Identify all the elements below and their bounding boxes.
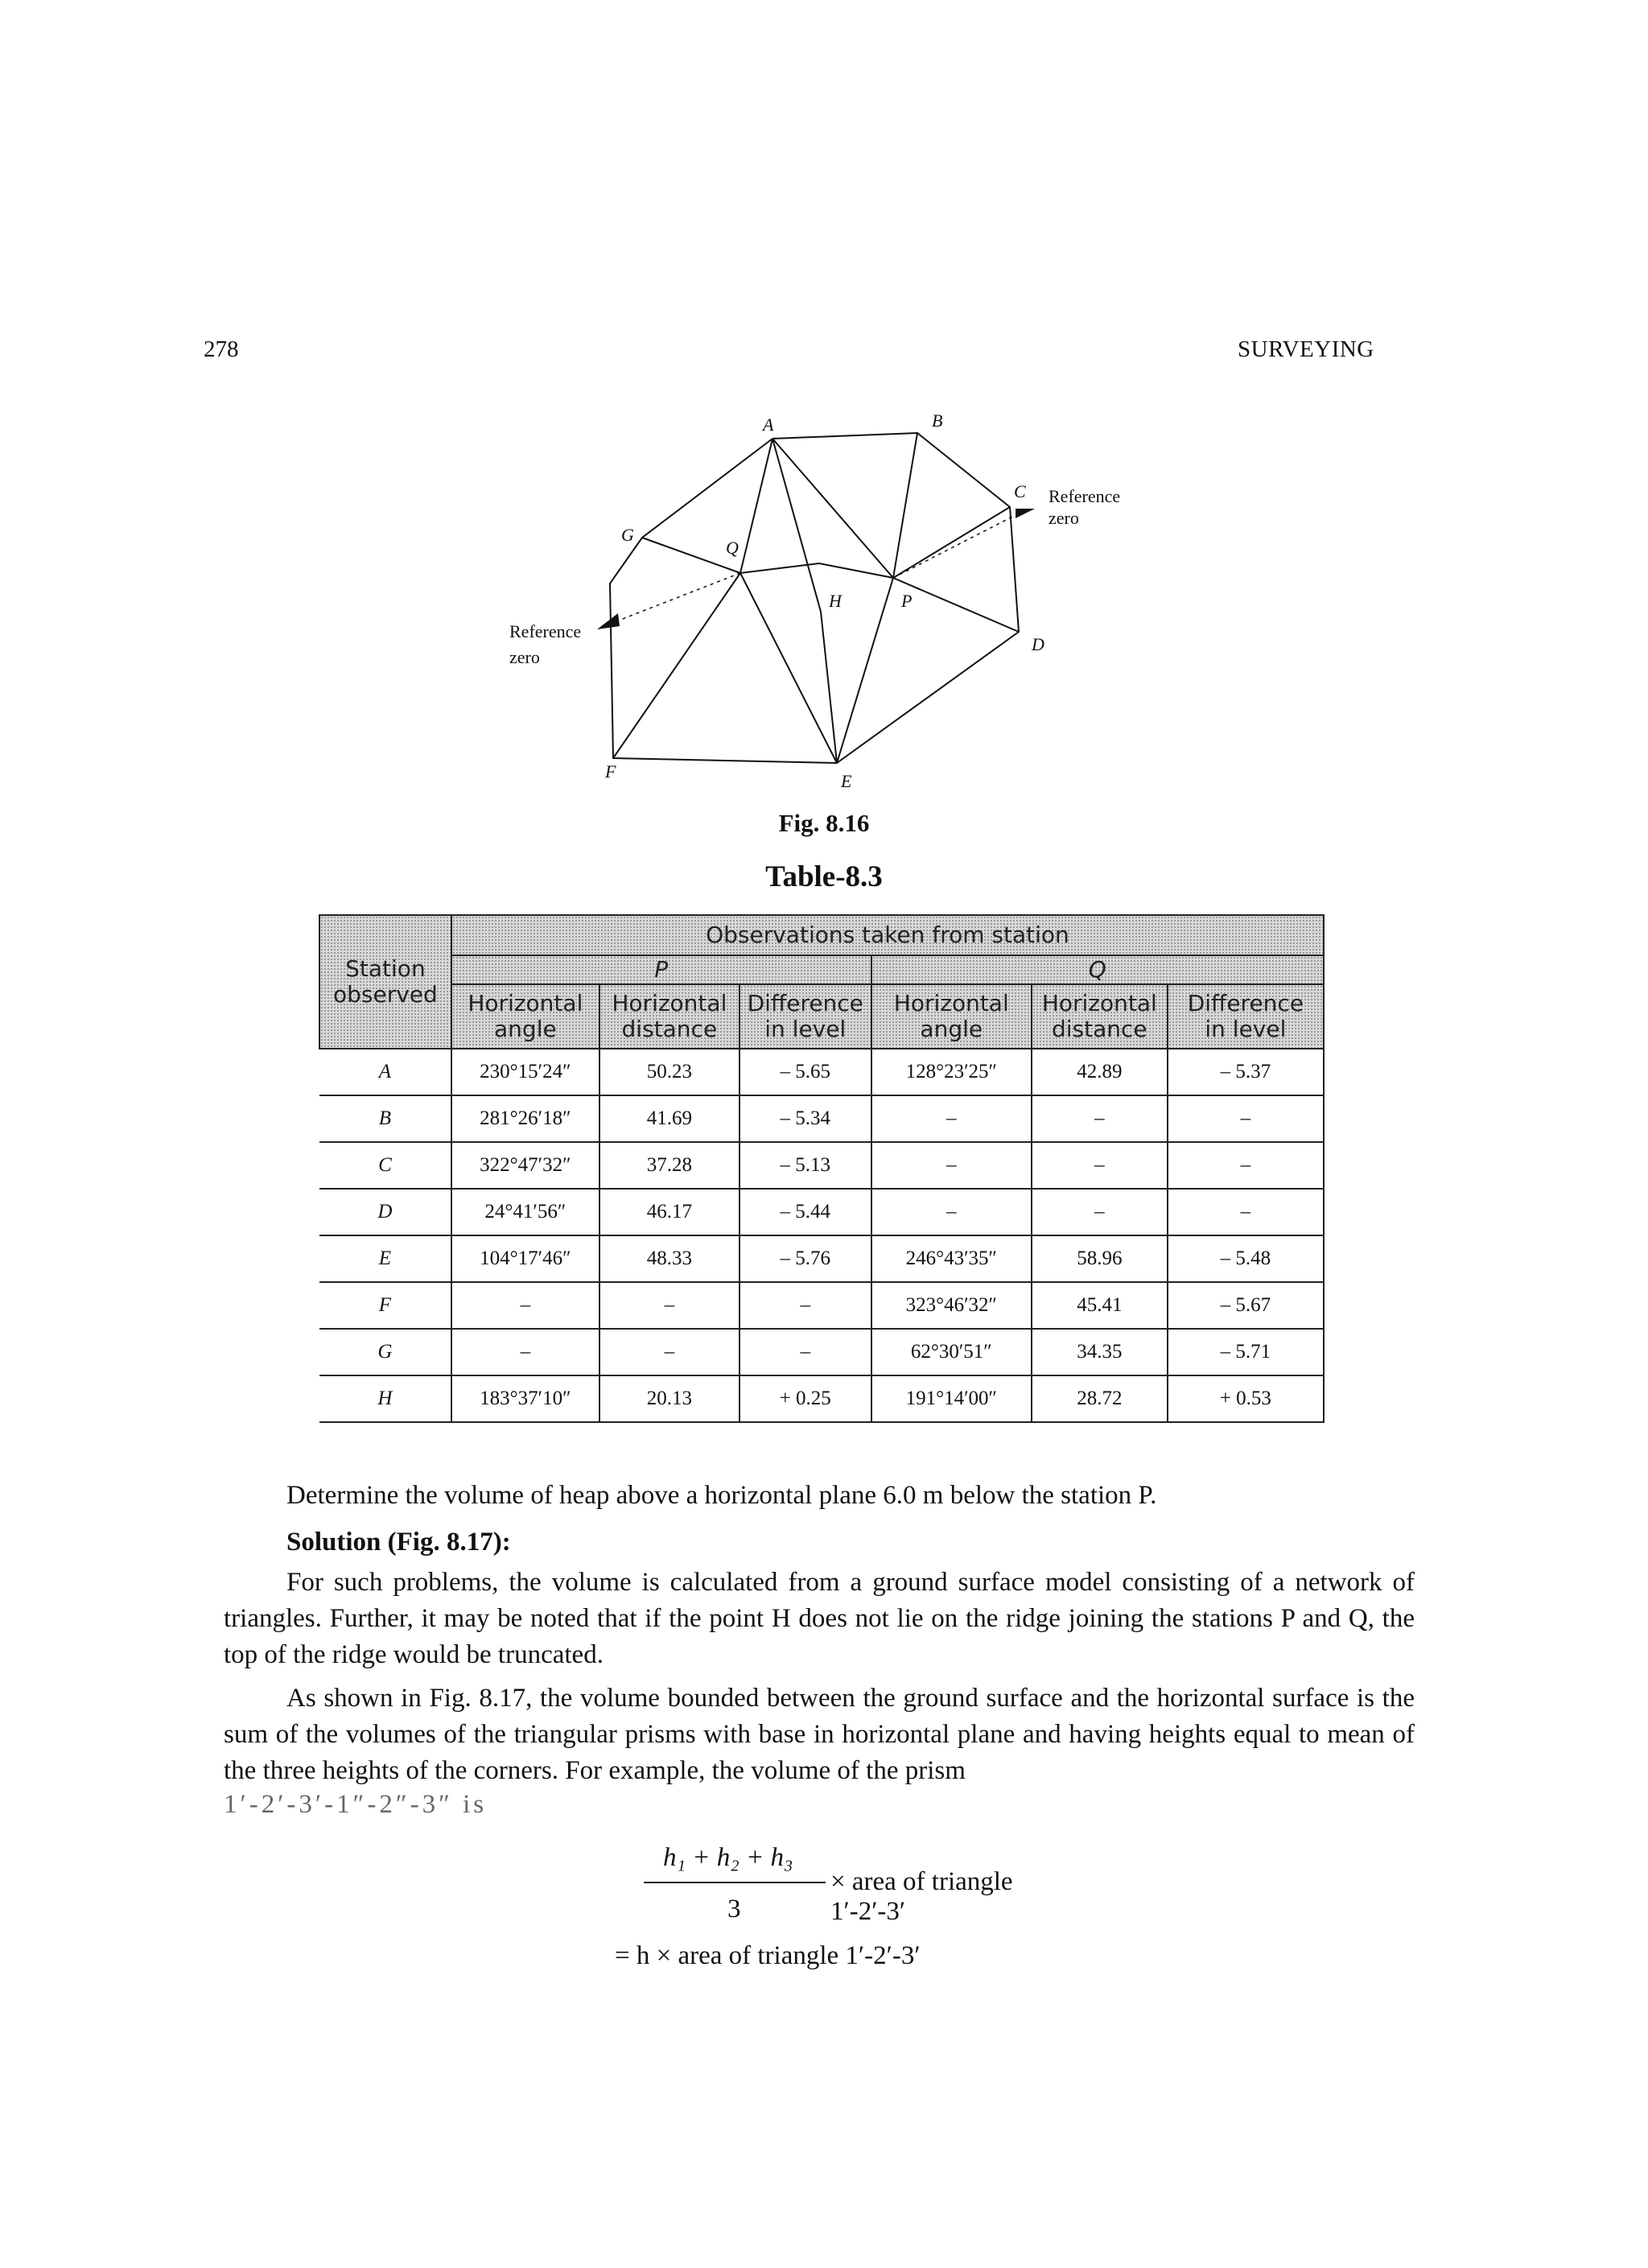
table-cell: –: [1168, 1189, 1324, 1235]
solution-paragraph-2: As shown in Fig. 8.17, the volume bounded between the ground surface and the horizontal surface is the sum of the volumes of the triangular prisms with base in horizontal plane and having heights equal to mean of the three heights of the corners. For example, the volume of the prism: [224, 1684, 1415, 1785]
label-F: F: [605, 761, 616, 781]
outer-boundary: [610, 433, 1019, 763]
header-col-3-line1: Difference: [747, 990, 863, 1016]
table-cell: 42.89: [1032, 1049, 1168, 1095]
table-cell: –: [1032, 1189, 1168, 1235]
header-col-3-line2: in level: [764, 1016, 847, 1042]
header-col-4-line1: Horizontal: [893, 990, 1009, 1016]
header-col-6: [1168, 984, 1324, 1049]
table-cell: –: [740, 1282, 871, 1329]
station-cell: D: [319, 1189, 451, 1235]
formula-numerator: h₁ + h₂ + h₃: [663, 1843, 793, 1872]
running-head: SURVEYING: [1238, 336, 1374, 362]
table-cell: 183°37′10″: [451, 1375, 599, 1422]
reference-label-right-2: zero: [1049, 508, 1079, 528]
table-cell: – 5.65: [740, 1049, 871, 1095]
edge-AH: [772, 439, 821, 612]
solution-heading: Solution (Fig. 8.17):: [286, 1528, 511, 1557]
station-cell: H: [319, 1375, 451, 1422]
reference-label-left-2: zero: [509, 647, 540, 667]
table-cell: –: [599, 1282, 740, 1329]
table-body: [319, 1049, 1324, 1422]
header-station-P: P: [451, 955, 871, 984]
table-caption: Table-8.3: [765, 860, 883, 893]
table-cell: 246°43′35″: [871, 1235, 1032, 1282]
header-col-2-line1: Horizontal: [612, 990, 727, 1016]
header-col-4-line2: angle: [920, 1016, 983, 1042]
figure-caption: Fig. 8.16: [778, 809, 870, 837]
table-cell: –: [871, 1189, 1032, 1235]
label-H: H: [829, 591, 842, 611]
table-cell: 45.41: [1032, 1282, 1168, 1329]
table-cell: –: [1032, 1142, 1168, 1189]
table-row: [319, 1235, 1324, 1282]
observations-table: [319, 914, 1325, 1423]
table-cell: 20.13: [599, 1375, 740, 1422]
table-cell: 24°41′56″: [451, 1189, 599, 1235]
table-cell: 230°15′24″: [451, 1049, 599, 1095]
header-station-line2: observed: [333, 981, 438, 1008]
table-cell: – 5.48: [1168, 1235, 1324, 1282]
table-cell: 28.72: [1032, 1375, 1168, 1422]
table-cell: 34.35: [1032, 1329, 1168, 1375]
table-cell: – 5.13: [740, 1142, 871, 1189]
edge-PE: [837, 578, 893, 763]
solution-paragraph-1: For such problems, the volume is calculated from a ground surface model consisting of a network of triangles. Further, it may be noted that if the point H does not lie on the ridge joining the stations P and Q, the top of the ridge would be truncated.: [224, 1568, 1415, 1669]
station-cell: G: [319, 1329, 451, 1375]
label-A: A: [763, 414, 774, 435]
table-cell: – 5.34: [740, 1095, 871, 1142]
reference-label-left-1: Reference: [509, 621, 582, 641]
header-col-2-line2: distance: [621, 1016, 718, 1042]
triangulation-figure: [483, 402, 1143, 805]
edge-CP: [893, 507, 1010, 578]
page-number: 278: [204, 336, 239, 362]
label-Q: Q: [726, 538, 739, 558]
table-cell: 46.17: [599, 1189, 740, 1235]
table-cell: – 5.67: [1168, 1282, 1324, 1329]
table-cell: –: [451, 1282, 599, 1329]
label-G: G: [621, 525, 634, 545]
table-cell: 322°47′32″: [451, 1142, 599, 1189]
table-cell: 50.23: [599, 1049, 740, 1095]
problem-statement: Determine the volume of heap above a horizontal plane 6.0 m below the station P.: [286, 1481, 1157, 1510]
station-cell: E: [319, 1235, 451, 1282]
edge-QF: [613, 573, 740, 758]
table-row: [319, 1375, 1324, 1422]
ridge-QP: [740, 563, 893, 578]
station-cell: A: [319, 1049, 451, 1095]
table-cell: + 0.25: [740, 1375, 871, 1422]
formula-area-term: × area of triangle 1′-2′-3′: [830, 1867, 1013, 1926]
formula-denominator: 3: [727, 1895, 741, 1924]
formula-line-2: = h × area of triangle 1′-2′-3′: [615, 1941, 921, 1970]
label-B: B: [932, 410, 943, 431]
header-col-3: [740, 984, 871, 1049]
table-cell: –: [1168, 1095, 1324, 1142]
table-cell: 191°14′00″: [871, 1375, 1032, 1422]
table-cell: 62°30′51″: [871, 1329, 1032, 1375]
header-station-observed: [319, 915, 451, 1049]
table-row: [319, 1282, 1324, 1329]
header-col-5: [1032, 984, 1168, 1049]
header-col-4: [871, 984, 1032, 1049]
table-cell: –: [740, 1329, 871, 1375]
table-cell: 104°17′46″: [451, 1235, 599, 1282]
header-col-5-line1: Horizontal: [1041, 990, 1157, 1016]
table-cell: –: [871, 1142, 1032, 1189]
label-E: E: [841, 771, 852, 791]
reference-line-right: [893, 515, 1016, 578]
reference-line-left: [616, 573, 740, 621]
table-cell: 323°46′32″: [871, 1282, 1032, 1329]
table-cell: – 5.37: [1168, 1049, 1324, 1095]
table-row: [319, 1142, 1324, 1189]
header-col-1: [451, 984, 599, 1049]
table-row: [319, 1049, 1324, 1095]
table-cell: 128°23′25″: [871, 1049, 1032, 1095]
table-cell: + 0.53: [1168, 1375, 1324, 1422]
volume-formula: [631, 1843, 1049, 1932]
table-cell: 281°26′18″: [451, 1095, 599, 1142]
header-col-1-line2: angle: [494, 1016, 557, 1042]
station-cell: F: [319, 1282, 451, 1329]
table-cell: 58.96: [1032, 1235, 1168, 1282]
table-cell: –: [1032, 1095, 1168, 1142]
table-row: [319, 1329, 1324, 1375]
header-col-6-line2: in level: [1205, 1016, 1287, 1042]
formula-fraction-bar: [644, 1882, 826, 1883]
header-col-5-line2: distance: [1052, 1016, 1147, 1042]
edge-HE: [821, 612, 837, 763]
table-cell: –: [451, 1329, 599, 1375]
header-col-2: [599, 984, 740, 1049]
table-cell: 41.69: [599, 1095, 740, 1142]
header-station-Q: Q: [871, 955, 1324, 984]
edge-QE: [740, 573, 837, 763]
table-cell: – 5.76: [740, 1235, 871, 1282]
label-P: P: [901, 591, 913, 611]
solution-paragraph-2-tail: 1′-2′-3′-1″-2″-3″ is: [224, 1790, 488, 1819]
reference-arrow-right: [1016, 509, 1035, 518]
reference-label-right-1: Reference: [1049, 486, 1121, 506]
edge-BP: [893, 433, 917, 578]
station-cell: C: [319, 1142, 451, 1189]
label-C: C: [1014, 481, 1026, 501]
edge-AP: [772, 439, 893, 578]
table-cell: –: [871, 1095, 1032, 1142]
header-observations-from: Observations taken from station: [451, 915, 1324, 955]
station-cell: B: [319, 1095, 451, 1142]
table-row: [319, 1095, 1324, 1142]
header-col-1-line1: Horizontal: [468, 990, 583, 1016]
label-D: D: [1032, 634, 1044, 654]
header-col-6-line1: Difference: [1187, 990, 1304, 1016]
table-cell: 37.28: [599, 1142, 740, 1189]
table-row: [319, 1189, 1324, 1235]
reference-arrow-left: [597, 613, 620, 629]
header-station-line1: Station: [345, 955, 426, 982]
table-cell: 48.33: [599, 1235, 740, 1282]
table-cell: – 5.71: [1168, 1329, 1324, 1375]
table-cell: –: [599, 1329, 740, 1375]
table-cell: –: [1168, 1142, 1324, 1189]
table-cell: – 5.44: [740, 1189, 871, 1235]
